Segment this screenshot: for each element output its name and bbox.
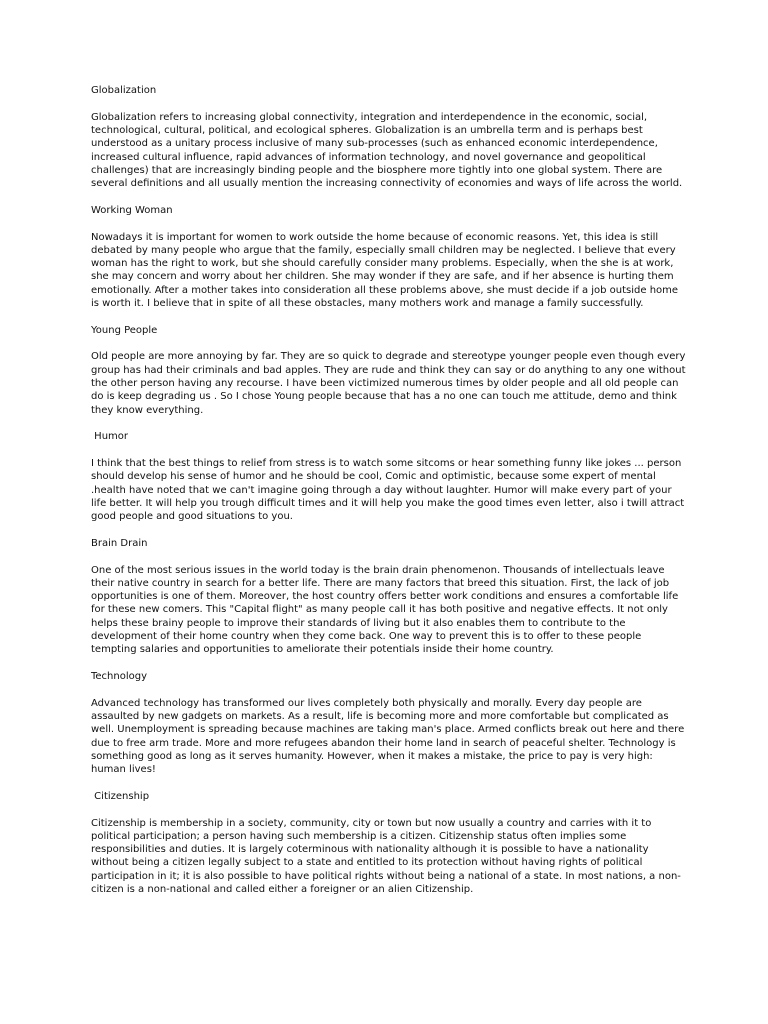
section-young-people [91,324,689,417]
document-page [91,84,689,910]
section-paragraph: Old people are more annoying by far. They are so quick to degrade and stereotype younger people even though every group has had their criminals and bad apples. They are rude and think they can say or do anything to any one without the other person having any recourse. I have been victimized numerous times by older people and all old people can do is keep degrading us . So I chose Young people because that has a no one can touch me attitude, demo and think they know everything. [91,351,686,416]
section-heading: Brain Drain [91,537,148,549]
section-working-woman [91,204,689,310]
section-technology [91,670,689,776]
section-paragraph: Nowadays it is important for women to work outside the home because of economic reasons. Yet, this idea is still debated by many people who argue that the family, especially small children may be neglected. I believe that every woman has the right to work, but she should carefully consider many problems. Especially, when the she is at work, she may concern and worry about her children. She may wonder if they are safe, and if her absence is hurting them emotionally. After a mother takes into consideration all these problems above, she must decide if a job outside home is worth it. I believe that in spite of all these obstacles, many mothers work and manage a family successfully. [91,231,679,310]
section-brain-drain [91,537,689,657]
section-paragraph: Advanced technology has transformed our lives completely both physically and morally. Every day people are assaulted by new gadgets on markets. As a result, life is becoming more and more comfortable but complicated as well. Unemployment is spreading because machines are taking man's place. Armed conflicts break out here and there due to free arm trade. More and more refugees abandon their home land in search of peaceful shelter. Technology is something good as long as it serves humanity. However, when it makes a mistake, the price to pay is very high: human lives! [91,697,685,776]
section-heading: Humor [91,431,129,443]
section-humor [91,430,689,523]
section-paragraph: Citizenship is membership in a society, community, city or town but now usually a country and carries with it to political participation; a person having such membership is a citizen. Citizenship status often implies some responsibilities and duties. It is largely coterminous with nationality although it is possible to have a nationality without being a citizen legally subject to a state and entitled to its protection without having rights of political participation in it; it is also possible to have political rights without being a national of a state. In most nations, a non-citizen is a non-national and called either a foreigner or an alien Citizenship. [91,817,681,896]
section-paragraph: I think that the best things to relief from stress is to watch some sitcoms or hear something funny like jokes ... person should develop his sense of humor and he should be cool, Comic and optimistic, because some expert of mental .health have noted that we can't imagine going through a day without laughter. Humor will make every part of your life better. It will help you trough difficult times and it will help you make the good times even letter, also i twill attract good people and good situations to you. [91,457,685,523]
section-citizenship [91,790,689,896]
section-heading: Citizenship [91,790,150,802]
section-paragraph: Globalization refers to increasing global connectivity, integration and interdependence in the economic, social, technological, cultural, political, and ecological spheres. Globalization is an umbrella term and is perhaps best understood as a unitary process inclusive of many sub-processes (such as enhanced economic interdependence, increased cultural influence, rapid advances of information technology, and novel governance and geopolitical challenges) that are increasingly binding people and the biosphere more tightly into one global system. There are several definitions and all usually mention the increasing connectivity of economies and ways of life across the world. [91,111,683,190]
section-heading: Globalization [91,85,157,96]
section-heading: Young People [91,324,158,336]
section-heading: Technology [91,671,148,682]
section-heading: Working Woman [91,204,173,216]
section-globalization [91,84,689,190]
section-paragraph: One of the most serious issues in the world today is the brain drain phenomenon. Thousands of intellectuals leave their native country in search for a better life. There are many factors that breed this situation. First, the lack of job opportunities is one of them. Moreover, the host country offers better work conditions and ensures a comfortable life for these new comers. This "Capital flight" as many people call it has both positive and negative effects. It not only helps these brainy people to improve their standards of living but it also enables them to contribute to the development of their home country when they come back. One way to prevent this is to offer to these people tempting salaries and opportunities to ameliorate their potentials inside their home country. [91,564,679,656]
